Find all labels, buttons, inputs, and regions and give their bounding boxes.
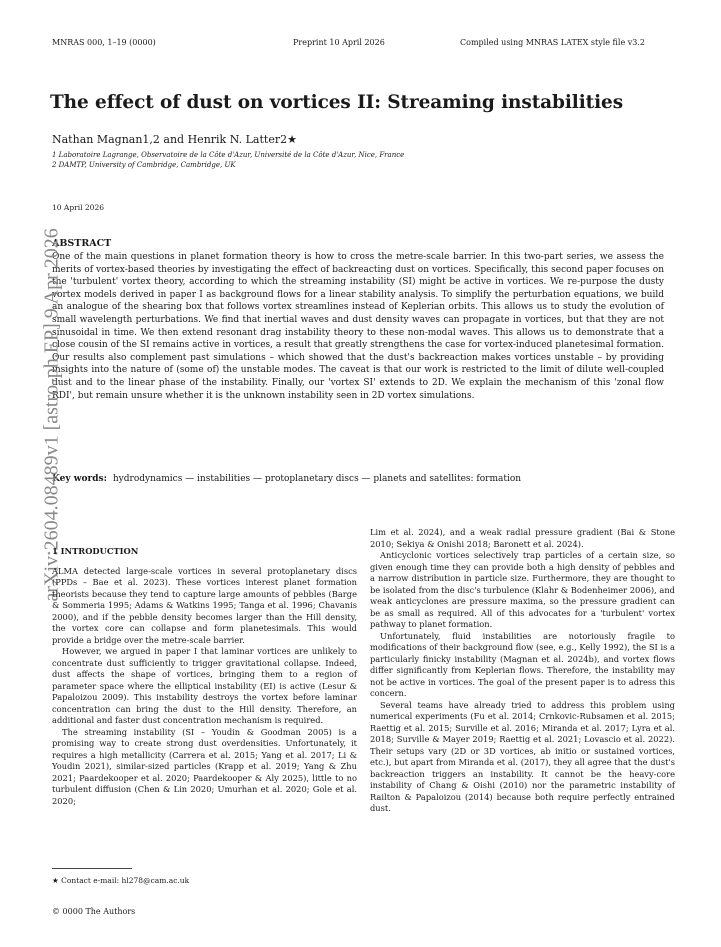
arxiv-stamp: arXiv:2604.08489v1 [astro-ph.EP] 9 Apr 2026 bbox=[40, 228, 63, 602]
paragraph: Lim et al. 2024), and a weak radial pressure gradient (Bai & Stone 2010; Sekiya & Onishi 2018; Baronett et al. 2024). bbox=[370, 527, 675, 549]
paragraph: Anticyclonic vortices selectively trap particles of a certain size, so given enough time they can provide both a high density of pebbles and a narrow distribution in particle size. Furthermore, they are thought to be isolated from the disc's turbulence (Klahr & Bodenheimer 2006), and weak anticyclones are pressure maxima, so the pressure gradient can be as small as required. All of this advocates for a 'turbulent' vortex pathway to planet formation. bbox=[370, 550, 675, 629]
paragraph: Several teams have already tried to address this problem using numerical experiments (Fu et al. 2014; Crnkovic-Rubsamen et al. 2015; Raettig et al. 2015; Surville et al. 2016; Miranda et al. 2017; Lyra et al. 2018; Surville & Mayer 2019; Raettig et al. 2021; Lovascio et al. 2022). Their setups vary (2D or 3D vortices, ab initio or sustained vortices, etc.), but apart from Miranda et al. (2017), they all agree that the dust's backreaction triggers an instability. It cannot be the heavy-core instability of Chang & Oishi (2010) nor the parametric instability of Railton & Papaloizou (2014) because both require perfectly entrained dust. bbox=[370, 699, 675, 813]
paragraph: Unfortunately, fluid instabilities are notoriously fragile to modifications of their background flow (see, e.g., Kelly 1992), the SI is a particularly finicky instability (Magnan et al. 2024b), and vortex flows differ significantly from Keplerian flows. Therefore, the instability may not be active in vortices. The goal of the present paper is to adress this concern. bbox=[370, 630, 675, 698]
right-column bbox=[370, 527, 675, 815]
compiled-note: Compiled using MNRAS LATEX style file v3.2 bbox=[460, 38, 645, 47]
abstract-text: One of the main questions in planet formation theory is how to cross the metre-scale barrier. In this two-part series, we assess the merits of vortex-based theories by investigating the effect of backreacting dust on vortices. Specifically, this second paper focuses on the 'turbulent' vortex theory, according to which the streaming instability (SI) might be active in vortices. We re-purpose the dusty vortex models derived in paper I as background flows for a linear stability analysis. To simplify the perturbation equations, we build an analogue of the shearing box that follows vortex streamlines instead of Keplerian orbits. This allows us to study the evolution of small wavelength perturbations. We find that inertial waves and dust density waves can propagate in vortices, but that they are not sinusoidal in time. We then extend resonant drag instability theory to these non-modal waves. This allows us to demonstrate that a close cousin of the SI remains active in vortices, a result that greatly strengthens the case for vortex-induced planetesimal formation. Our results also complement past simulations – which showed that the dust's backreaction makes vortices unstable – by providing insights into the nature of (some of) the unstable modes. The caveat is that our work is restricted to the limit of dilute well-coupled dust and to the linear phase of the instability. Finally, our 'vortex SI' extends to 2D. We explain the mechanism of this 'zonal flow RDI', but remain unsure whether it is the unknown instability seen in 2D vortex simulations. bbox=[52, 252, 664, 401]
left-column bbox=[52, 546, 357, 807]
affiliation-1: 1 Laboratoire Lagrange, Observatoire de la Côte d'Azur, Université de la Côte d'Azur, Nice, France bbox=[52, 151, 405, 159]
keywords-label: Key words: bbox=[52, 474, 107, 484]
preprint-date: Preprint 10 April 2026 bbox=[293, 38, 385, 47]
paper-date: 10 April 2026 bbox=[52, 203, 104, 212]
footnote-contact: ★ Contact e-mail: hl278@cam.ac.uk bbox=[52, 876, 190, 885]
copyright-notice: © 0000 The Authors bbox=[52, 907, 136, 916]
abstract-heading: ABSTRACT bbox=[52, 238, 112, 249]
section-heading: 1 INTRODUCTION bbox=[52, 546, 139, 556]
paragraph: ALMA detected large-scale vortices in several protoplanetary discs (PPDs – Bae et al. 2023). These vortices interest planet formation theorists because they tend to capture large amounts of pebbles (Barge & Sommeria 1995; Adams & Watkins 1995; Tanga et al. 1996; Chavanis 2000), and if the pebble density becomes larger than the Hill density, the vortex core can collapse and form planetesimals. This would provide a bridge over the metre-scale barrier. bbox=[52, 565, 357, 645]
author-list: Nathan Magnan1,2 and Henrik N. Latter2★ bbox=[52, 133, 297, 146]
paper-title: The effect of dust on vortices II: Streaming instabilities bbox=[50, 92, 624, 113]
footnote-rule bbox=[52, 868, 132, 869]
keywords bbox=[52, 474, 521, 484]
affiliation-2: 2 DAMTP, University of Cambridge, Cambridge, UK bbox=[52, 161, 236, 169]
paragraph: However, we argued in paper I that laminar vortices are unlikely to concentrate dust sufficiently to trigger gravitational collapse. Indeed, dust affects the shape of vortices, bringing them to a region of parameter space where the elliptical instability (EI) is active (Lesur & Papaloizou 2009). This instability destroys the vortex before laminar concentration can bring the dust to the Hill density. Therefore, an additional and faster dust concentration mechanism is required. bbox=[52, 646, 357, 725]
paragraph: The streaming instability (SI – Youdin & Goodman 2005) is a promising way to create strong dust overdensities. Unfortunately, it requires a high metallicity (Carrera et al. 2015; Yang et al. 2017; Li & Youdin 2021), similar-sized particles (Krapp et al. 2019; Yang & Zhu 2021; Paardekooper et al. 2020; Paardekooper & Aly 2025), little to no turbulent diffusion (Chen & Lin 2020; Umurhan et al. 2020; Gole et al. 2020; bbox=[52, 726, 357, 806]
journal-citation: MNRAS 000, 1–19 (0000) bbox=[52, 38, 156, 47]
keywords-list: hydrodynamics — instabilities — protoplanetary discs — planets and satellites: formation bbox=[112, 474, 522, 484]
